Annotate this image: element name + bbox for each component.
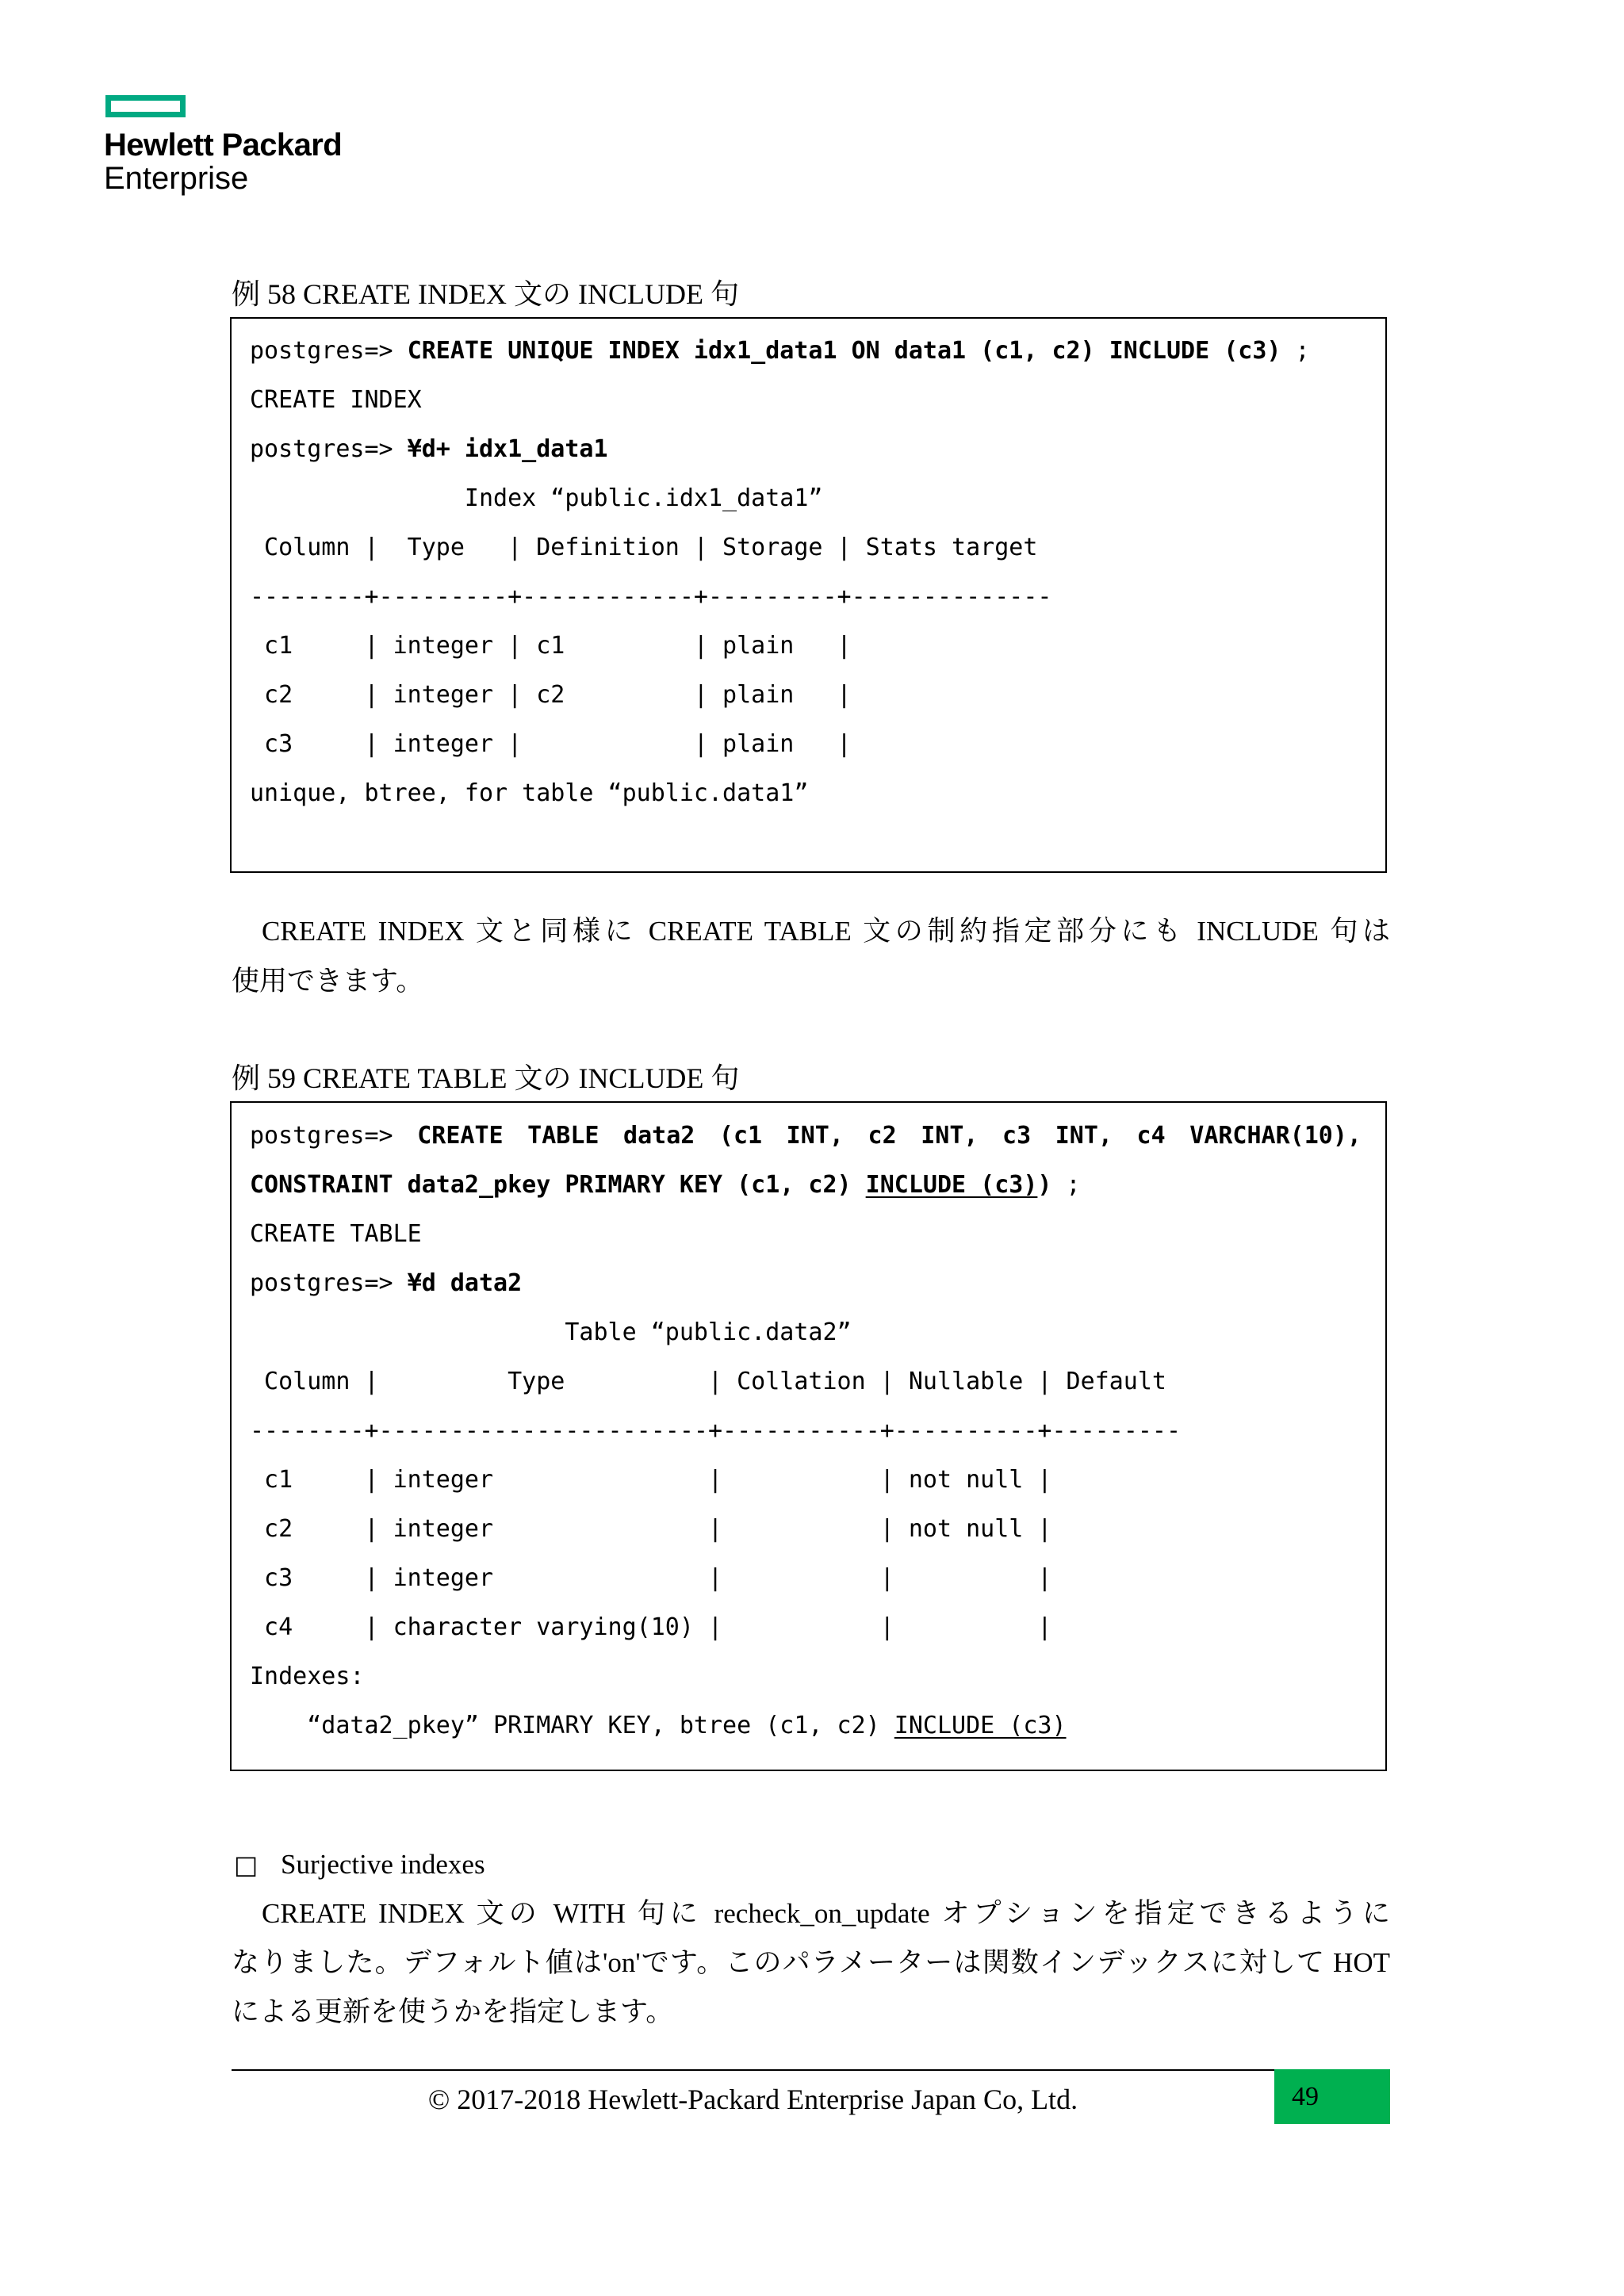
include-clause: INCLUDE (c3) [865, 1171, 1038, 1199]
example-58-code [250, 327, 1362, 818]
table-row: c1 | integer | | not null | [250, 1466, 1067, 1494]
hpe-logo-bar-icon [105, 95, 186, 117]
code-line [250, 1112, 1362, 1161]
paragraph-2-line: なりました。デフォルト値は'on'です。このパラメーターは関数インデックスに対して HOT [232, 1947, 1390, 1978]
table-separator: --------+---------+------------+---------+-------------- [250, 583, 1052, 610]
page-number: 49 [1292, 2082, 1319, 2111]
table-row: c2 | integer | | not null | [250, 1515, 1067, 1543]
psql-meta-command: ¥d data2 [407, 1269, 523, 1297]
code-output-line: CREATE TABLE [250, 1220, 422, 1248]
logo-brand-line2: Enterprise [104, 161, 249, 196]
code-line [250, 1259, 1362, 1308]
code-line [250, 1161, 1362, 1210]
sql-command: CONSTRAINT data2_pkey PRIMARY KEY (c1, c2) [250, 1171, 866, 1199]
logo-brand-line1: Hewlett Packard [104, 128, 343, 163]
index-definition [250, 1701, 1362, 1751]
surjective-heading [232, 1840, 1390, 1889]
code-output-line: CREATE INDEX [250, 386, 422, 414]
sql-command: CREATE TABLE data2 (c1 INT, c2 INT, c3 INT, c4 VARCHAR(10), [417, 1122, 1362, 1150]
psql-meta-command: ¥d+ idx1_data1 [407, 435, 608, 463]
psql-prompt: postgres=> [250, 435, 408, 463]
indexes-label: Indexes: [250, 1663, 365, 1690]
sql-close-paren: ) [1037, 1171, 1052, 1199]
copyright-text: © 2017-2018 Hewlett-Packard Enterprise Japan Co, Ltd. [427, 2084, 1078, 2115]
square-bullet-icon: □ [234, 1850, 259, 1880]
table-title: Table “public.data2” [250, 1318, 852, 1346]
index-title: Index “public.idx1_data1” [250, 484, 823, 512]
example-59-code [250, 1112, 1362, 1751]
sql-command: CREATE UNIQUE INDEX idx1_data1 ON data1 (c1, c2) INCLUDE (c3) [407, 337, 1281, 365]
index-definition-prefix: “data2_pkey” PRIMARY KEY, btree (c1, c2) [250, 1712, 894, 1739]
include-clause: INCLUDE (c3) [894, 1712, 1067, 1739]
code-line [250, 327, 1362, 376]
table-header: Column | Type | Collation | Nullable | Default [250, 1368, 1166, 1395]
sql-terminator: ; [1051, 1171, 1081, 1199]
example-59-caption: 例 59 CREATE TABLE 文の INCLUDE 句 [232, 1062, 740, 1094]
psql-prompt: postgres=> [250, 337, 408, 365]
code-line [250, 425, 1362, 474]
table-row: c4 | character varying(10) | | | [250, 1613, 1067, 1641]
example-58-caption: 例 58 CREATE INDEX 文の INCLUDE 句 [232, 278, 739, 310]
table-row: c3 | integer | | | [250, 1564, 1067, 1592]
paragraph-1-line: CREATE INDEX 文と同様に CREATE TABLE 文の制約指定部分にも INCLUDE 句は [262, 916, 1390, 947]
psql-prompt: postgres=> [250, 1122, 418, 1150]
sql-terminator: ; [1281, 337, 1310, 365]
table-row: c3 | integer | | plain | [250, 730, 866, 758]
paragraph-2-line: CREATE INDEX 文の WITH 句に recheck_on_update オプションを指定できるように [262, 1898, 1390, 1929]
table-row: c2 | integer | c2 | plain | [250, 681, 866, 709]
table-row: c1 | integer | c1 | plain | [250, 632, 866, 660]
table-separator: --------+-----------------------+-----------+----------+--------- [250, 1417, 1181, 1445]
index-footer: unique, btree, for table “public.data1” [250, 779, 809, 807]
paragraph-1-line: 使用できます。 [232, 966, 424, 997]
page-number-badge [1274, 2069, 1390, 2124]
table-header: Column | Type | Definition | Storage | Stats target [250, 534, 1038, 561]
section-heading: Surjective indexes [281, 1849, 485, 1880]
example-59-code-box [230, 1101, 1387, 1771]
footer-divider [232, 2069, 1274, 2071]
paragraph-2-line: による更新を使うかを指定します。 [232, 1996, 674, 2027]
example-58-code-box [230, 317, 1387, 873]
psql-prompt: postgres=> [250, 1269, 408, 1297]
